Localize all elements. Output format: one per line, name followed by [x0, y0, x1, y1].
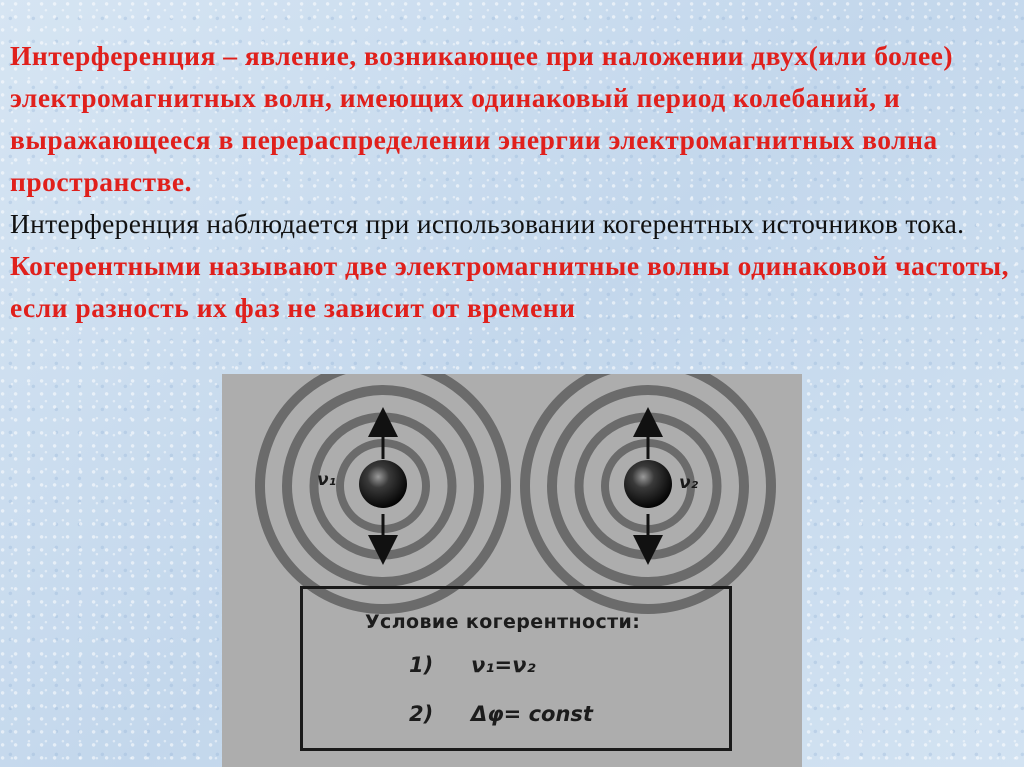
condition-1-number: 1): [409, 653, 434, 677]
coherent-sources-figure: [222, 374, 802, 767]
slide-text: [10, 35, 1018, 329]
coherence-definition: Когерентными называют две электромагнитные волны одинаковой частоты, если разность их фаз не зависит от времени: [10, 250, 1009, 323]
interference-definition: Интерференция – явление, возникающее при наложении двух(или более) электромагнитных волн, имеющих одинаковый период колебаний, и выражающееся в перераспределении энергии электромагнитных волна пространстве.: [10, 40, 954, 197]
source-label-2: ν₂: [679, 473, 699, 493]
source-ball-right: [624, 460, 672, 508]
condition-title: Условие когерентности:: [365, 611, 641, 633]
condition-2-number: 2): [409, 702, 434, 726]
source-label-1: ν₁: [317, 470, 337, 490]
coherence-condition-box: [300, 586, 732, 751]
source-ball-left: [359, 460, 407, 508]
condition-1-formula: ν₁=ν₂: [471, 653, 536, 677]
condition-2-formula: Δφ= const: [471, 702, 593, 726]
interference-observation: Интерференция наблюдается при использовании когерентных источников тока.: [10, 208, 965, 239]
